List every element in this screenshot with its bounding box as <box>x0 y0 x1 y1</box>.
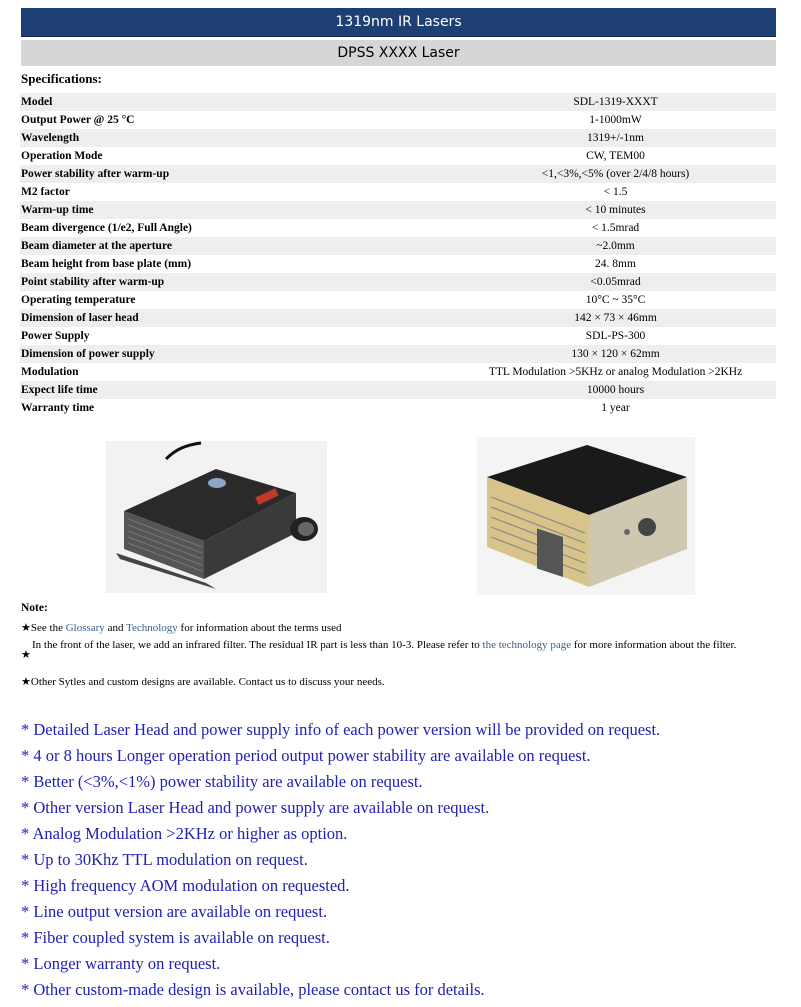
spec-row <box>20 147 776 165</box>
spec-label: Point stability after warm-up <box>21 276 165 288</box>
specifications-heading: Specifications: <box>21 71 102 86</box>
spec-row <box>20 291 776 309</box>
spec-value: SDL-1319-XXXT <box>573 96 658 108</box>
spec-label: Beam diameter at the aperture <box>21 240 172 252</box>
spec-row <box>20 201 776 219</box>
spec-value: < 1.5mrad <box>591 222 640 234</box>
option-item: * Other custom-made design is available, please contact us for details. <box>21 980 485 999</box>
spec-label: Modulation <box>21 366 79 378</box>
spec-value: < 1.5 <box>603 186 628 198</box>
spec-label: Power Supply <box>21 330 90 342</box>
spec-row <box>20 363 776 381</box>
spec-label: Warm-up time <box>21 204 94 216</box>
product-subtitle-banner: DPSS XXXX Laser <box>21 40 776 66</box>
power-supply-photo <box>477 437 695 595</box>
spec-row <box>20 255 776 273</box>
spec-label: Model <box>21 96 53 108</box>
technology-page-link[interactable]: the technology page <box>482 639 572 651</box>
spec-row <box>20 273 776 291</box>
page-title-banner: 1319nm IR Lasers <box>21 8 776 37</box>
spec-value: 24. 8mm <box>595 258 636 270</box>
spec-row <box>20 93 776 111</box>
spec-value: 10°C ~ 35°C <box>585 294 646 306</box>
glossary-link[interactable]: Glossary <box>65 622 105 634</box>
spec-row <box>20 165 776 183</box>
spec-row <box>20 237 776 255</box>
option-item: * Other version Laser Head and power supply are available on request. <box>21 798 490 817</box>
note-text: Other Sytles and custom designs are available. Contact us to discuss your needs. <box>30 676 385 688</box>
spec-label: Power stability after warm-up <box>21 168 170 180</box>
spec-value: CW, TEM00 <box>586 150 645 162</box>
note-glossary <box>21 620 766 636</box>
spec-value: ~2.0mm <box>596 240 635 252</box>
spec-value: <0.05mrad <box>590 276 641 288</box>
star-icon: ★ <box>21 649 31 661</box>
option-item: * High frequency AOM modulation on requested. <box>21 876 350 895</box>
spec-label: Dimension of laser head <box>21 312 139 324</box>
options-list <box>21 717 781 1003</box>
spec-value: 10000 hours <box>586 384 645 396</box>
option-item: * Up to 30Khz TTL modulation on request. <box>21 850 308 869</box>
technology-link[interactable]: Technology <box>126 622 178 634</box>
spec-label: Warranty time <box>21 402 95 414</box>
note-text: In the front of the laser, we add an infrared filter. The residual IR part is less than 10-3. Please refer to <box>32 639 483 651</box>
spec-label: Wavelength <box>21 132 80 144</box>
note-text: for information about the terms used <box>177 622 342 634</box>
spec-value: 1319+/-1nm <box>587 132 644 144</box>
spec-value: 142 × 73 × 46mm <box>574 312 657 324</box>
spec-value: 1-1000mW <box>589 114 642 126</box>
spec-row <box>20 399 776 417</box>
spec-row <box>20 309 776 327</box>
option-item: * Analog Modulation >2KHz or higher as option. <box>21 824 348 843</box>
spec-row <box>20 183 776 201</box>
spec-value: 130 × 120 × 62mm <box>571 348 660 360</box>
spec-label: Expect life time <box>21 384 98 396</box>
spec-row <box>20 219 776 237</box>
spec-label: Dimension of power supply <box>21 348 155 360</box>
spec-value: < 10 minutes <box>585 204 646 216</box>
spec-label: Beam divergence (1/e2, Full Angle) <box>21 222 192 234</box>
spec-row <box>20 129 776 147</box>
star-icon: ★ <box>21 622 31 634</box>
option-item: * Better (<3%,<1%) power stability are available on request. <box>21 772 423 791</box>
spec-value: 1 year <box>601 402 630 414</box>
option-item: * Detailed Laser Head and power supply info of each power version will be provided on request. <box>21 720 661 739</box>
option-item: * 4 or 8 hours Longer operation period output power stability are available on request. <box>21 746 591 765</box>
option-item: * Line output version are available on request. <box>21 902 328 921</box>
note-title: Note: <box>21 602 48 614</box>
spec-label: Operation Mode <box>21 150 103 162</box>
spec-value: TTL Modulation >5KHz or analog Modulation >2KHz <box>488 366 743 378</box>
note-text: See the <box>30 622 66 634</box>
spec-value: <1,<3%,<5% (over 2/4/8 hours) <box>541 168 690 180</box>
spec-row <box>20 381 776 399</box>
star-icon: ★ <box>21 676 31 688</box>
note-text: and <box>104 622 126 634</box>
spec-value: SDL-PS-300 <box>585 330 646 342</box>
option-item: * Fiber coupled system is available on request. <box>21 928 330 947</box>
specifications-table <box>20 93 776 417</box>
option-item: * Longer warranty on request. <box>21 954 221 973</box>
spec-label: Output Power @ 25 °C <box>21 114 135 126</box>
spec-row <box>20 345 776 363</box>
note-text: for more information about the filter. <box>571 639 737 651</box>
spec-label: Beam height from base plate (mm) <box>21 258 192 270</box>
note-infrared-filter <box>21 637 766 661</box>
spec-row <box>20 111 776 129</box>
note-custom-designs <box>21 674 766 690</box>
spec-label: Operating temperature <box>21 294 136 306</box>
spec-row <box>20 327 776 345</box>
laser-head-photo <box>106 441 327 593</box>
spec-label: M2 factor <box>21 186 70 198</box>
